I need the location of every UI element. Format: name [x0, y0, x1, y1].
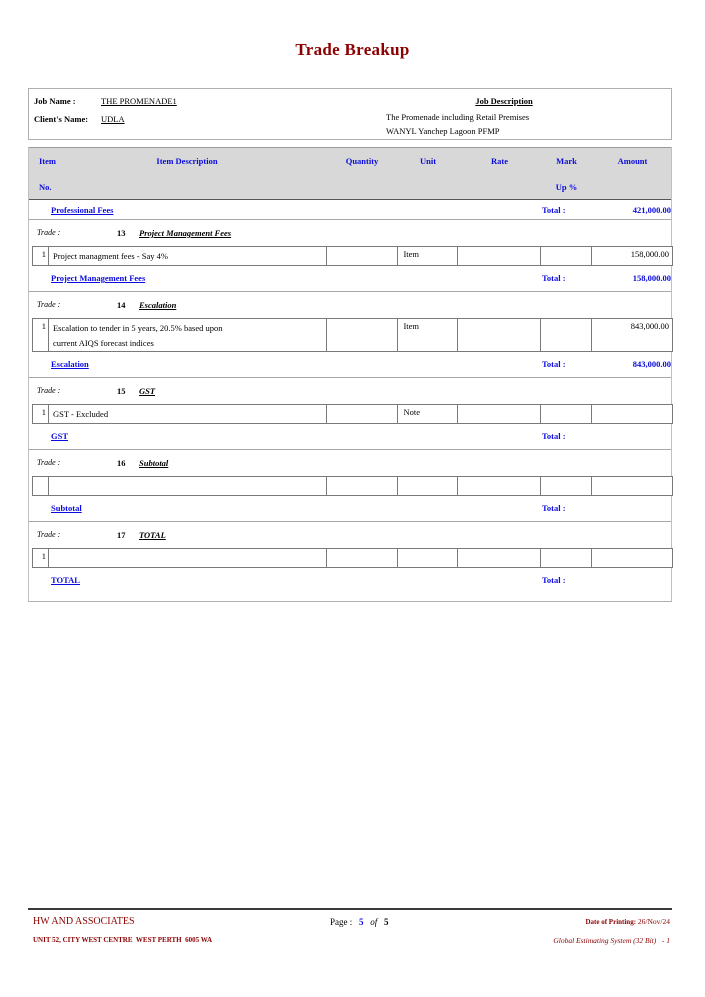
trade-heading — [29, 458, 671, 471]
trade-heading — [29, 386, 671, 399]
item-no-cell — [32, 476, 49, 496]
trade-total-link[interactable]: TOTAL — [51, 575, 80, 585]
header-rate: Rate — [491, 156, 508, 166]
trade-total-row — [29, 273, 671, 291]
trade-name: Project Management Fees — [139, 228, 232, 238]
trade-total-link[interactable]: GST — [51, 431, 69, 441]
trade-total-row — [29, 205, 671, 219]
footer-print-date — [585, 917, 670, 926]
trade-section — [29, 378, 671, 450]
item-rate-cell — [457, 318, 541, 352]
item-markup-cell — [540, 476, 592, 496]
job-description-line: The Promenade including Retail Premises — [386, 112, 530, 122]
total-amount: 158,000.00 — [632, 273, 671, 283]
header-amount: Amount — [617, 156, 648, 166]
item-no-cell: 1 — [32, 318, 49, 352]
footer-company-address: UNIT 52, CITY WEST CENTRE WEST PERTH 6005 WA — [33, 936, 213, 944]
item-amount-cell — [591, 476, 673, 496]
trade-section — [29, 522, 671, 601]
trade-total-link[interactable]: Subtotal — [51, 503, 82, 513]
item-markup-cell — [540, 246, 592, 266]
trade-label: Trade : — [37, 458, 61, 467]
item-amount-cell: 843,000.00 — [591, 318, 673, 352]
trade-name: Escalation — [139, 300, 177, 310]
header-mark: Mark — [556, 156, 577, 166]
item-description-cell — [48, 548, 327, 568]
header-item: Item — [39, 156, 56, 166]
trade-section — [29, 205, 671, 220]
item-description-line — [53, 551, 326, 566]
item-row — [32, 318, 673, 352]
trade-total-link[interactable]: Professional Fees — [51, 205, 114, 215]
trade-breakup-table — [28, 147, 672, 602]
total-amount: 421,000.00 — [632, 205, 671, 215]
job-name-label: Job Name : — [34, 96, 76, 106]
trade-number: 14 — [117, 300, 126, 310]
header-up-percent: Up % — [555, 182, 578, 192]
trade-number: 16 — [117, 458, 126, 468]
trade-label: Trade : — [37, 530, 61, 539]
trade-number: 15 — [117, 386, 126, 396]
item-row — [32, 246, 673, 266]
footer-page-indicator — [330, 917, 389, 927]
trade-number: 13 — [117, 228, 126, 238]
item-description-line: Project managment fees - Say 4% — [52, 251, 168, 261]
item-description-line: current AIQS forecast indices — [52, 338, 154, 348]
trade-total-link[interactable]: Escalation — [51, 359, 89, 369]
item-no-cell: 1 — [32, 404, 49, 424]
item-description-line: GST - Excluded — [52, 409, 109, 419]
trade-label: Trade : — [37, 300, 61, 309]
item-row — [32, 548, 673, 568]
item-quantity-cell — [326, 476, 399, 496]
trade-name: TOTAL — [139, 530, 166, 540]
trade-number: 17 — [117, 530, 126, 540]
job-info-box — [28, 88, 672, 140]
page-title: Trade Breakup — [295, 40, 410, 59]
item-unit-cell — [397, 476, 458, 496]
trade-total-link[interactable]: Project Management Fees — [51, 273, 146, 283]
item-rate-cell — [457, 476, 541, 496]
item-description-cell — [48, 476, 327, 496]
item-markup-cell — [540, 318, 592, 352]
total-amount: 843,000.00 — [632, 359, 671, 369]
item-no-cell: 1 — [32, 548, 49, 568]
item-description-line: Escalation to tender in 5 years, 20.5% based upon — [52, 323, 223, 333]
trade-label: Trade : — [37, 386, 61, 395]
trade-heading — [29, 530, 671, 543]
total-label: Total : — [542, 205, 566, 215]
sections-container — [29, 205, 671, 601]
footer-company-name: HW AND ASSOCIATES — [33, 916, 135, 927]
item-rate-cell — [457, 548, 541, 568]
trade-label: Trade : — [37, 228, 61, 237]
total-label: Total : — [542, 503, 566, 513]
page-of-label: of — [370, 917, 378, 927]
item-quantity-cell — [326, 548, 399, 568]
total-label: Total : — [542, 273, 566, 283]
item-unit-cell: Note — [397, 404, 458, 424]
item-rate-cell — [457, 246, 541, 266]
trade-heading — [29, 300, 671, 313]
item-markup-cell — [540, 404, 592, 424]
item-description-cell — [48, 318, 327, 352]
total-label: Total : — [542, 359, 566, 369]
client-name-label: Client's Name: — [34, 114, 89, 124]
client-name-value: UDLA — [101, 114, 125, 124]
total-label: Total : — [542, 575, 566, 585]
trade-name: Subtotal — [139, 458, 169, 468]
page-label: Page : — [330, 917, 353, 927]
item-rate-cell — [457, 404, 541, 424]
job-name-value: THE PROMENADE1 — [101, 96, 177, 106]
item-amount-cell — [591, 548, 673, 568]
trade-heading — [29, 228, 671, 241]
job-description-label: Job Description — [475, 96, 533, 106]
trade-section — [29, 220, 671, 292]
header-unit: Unit — [419, 156, 437, 166]
item-unit-cell: Item — [397, 246, 458, 266]
item-amount-cell: 158,000.00 — [591, 246, 673, 266]
item-description-line — [53, 479, 326, 494]
trade-section — [29, 450, 671, 522]
item-no-cell: 1 — [32, 246, 49, 266]
footer-system-name: Global Estimating System (32 Bit) - 1 — [553, 936, 670, 945]
trade-name: GST — [139, 386, 156, 396]
item-quantity-cell — [326, 318, 399, 352]
item-row — [32, 476, 673, 496]
header-quantity: Quantity — [345, 156, 379, 166]
item-markup-cell — [540, 548, 592, 568]
item-amount-cell — [591, 404, 673, 424]
item-description-cell — [48, 404, 327, 424]
date-of-printing-label: Date of Printing: — [585, 918, 637, 926]
item-quantity-cell — [326, 246, 399, 266]
item-unit-cell — [397, 548, 458, 568]
total-label: Total : — [542, 431, 566, 441]
trade-total-row — [29, 575, 671, 589]
item-unit-cell: Item — [397, 318, 458, 352]
header-item-description: Item Description — [156, 156, 218, 166]
item-row — [32, 404, 673, 424]
trade-total-row — [29, 359, 671, 377]
item-description-cell — [48, 246, 327, 266]
item-quantity-cell — [326, 404, 399, 424]
table-header — [29, 147, 671, 200]
page-current: 5 — [359, 917, 364, 927]
trade-total-row — [29, 503, 671, 521]
page-total: 5 — [384, 917, 389, 927]
page-footer — [28, 908, 672, 945]
header-no: No. — [39, 182, 52, 192]
trade-total-row — [29, 431, 671, 449]
job-description-line: WANYL Yanchep Lagoon PFMP — [386, 126, 500, 136]
trade-section — [29, 292, 671, 378]
date-of-printing-value: 26/Nov/24 — [637, 917, 670, 926]
